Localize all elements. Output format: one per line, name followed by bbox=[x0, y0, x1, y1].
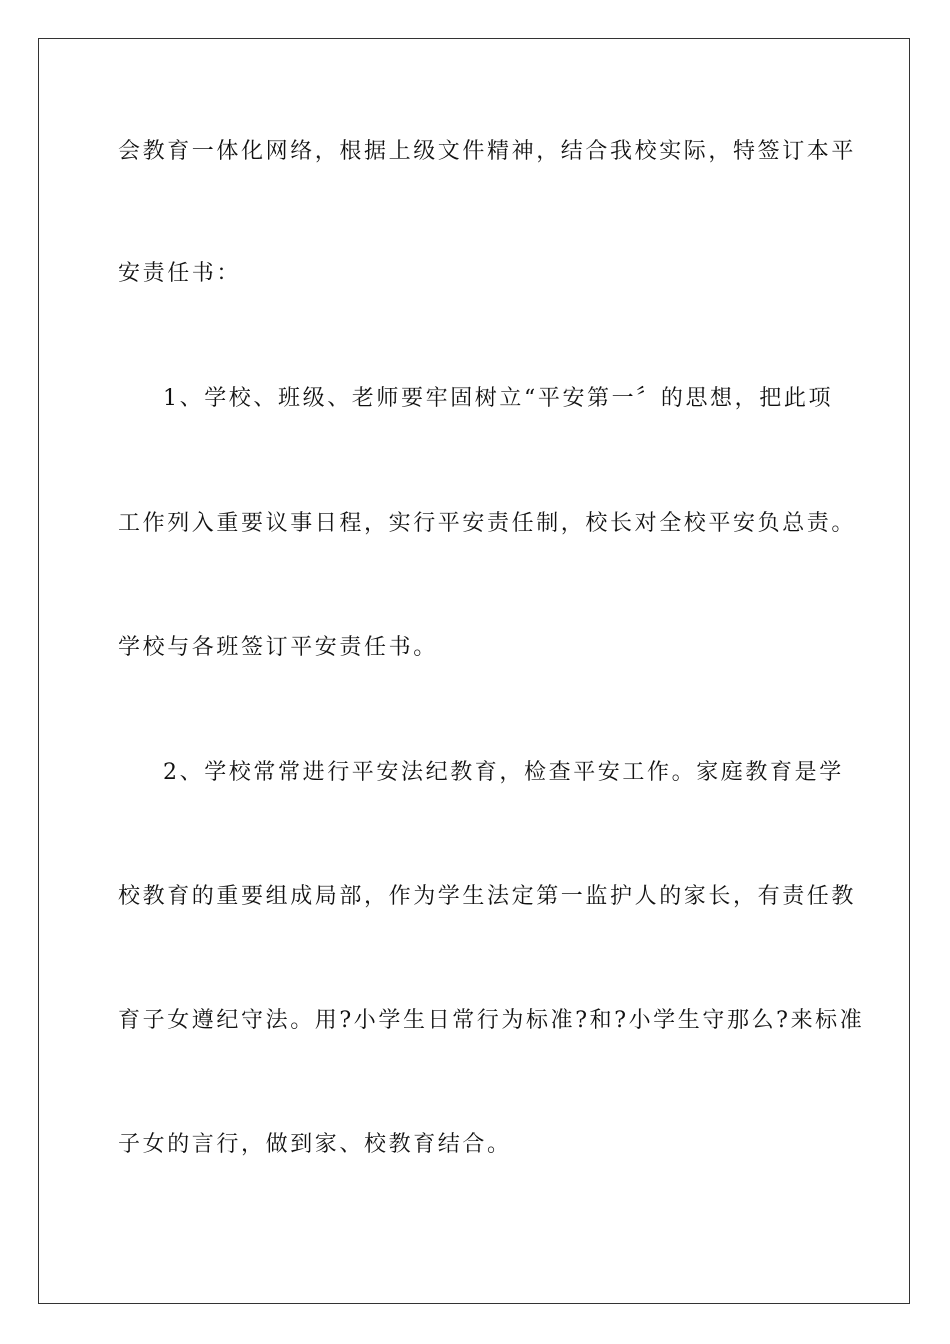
text-line: 育子女遵纪守法。用?小学生日常行为标准?和?小学生守那么?来标准 bbox=[118, 1008, 865, 1033]
text-line: 安责任书： bbox=[118, 261, 242, 286]
text-line: 2、学校常常进行平安法纪教育，检查平安工作。家庭教育是学 bbox=[163, 760, 844, 785]
text-line: 1、学校、班级、老师要牢固树立“平安第一〞的思想，把此项 bbox=[163, 386, 834, 411]
text-line: 子女的言行，做到家、校教育结合。 bbox=[118, 1132, 512, 1157]
text-line: 工作列入重要议事日程，实行平安责任制，校长对全校平安负总责。 bbox=[118, 511, 857, 536]
text-line: 学校与各班签订平安责任书。 bbox=[118, 635, 438, 660]
text-line: 会教育一体化网络，根据上级文件精神，结合我校实际，特签订本平 bbox=[118, 139, 857, 164]
page-border bbox=[38, 38, 910, 1304]
text-line: 校教育的重要组成局部，作为学生法定第一监护人的家长，有责任教 bbox=[118, 884, 857, 909]
